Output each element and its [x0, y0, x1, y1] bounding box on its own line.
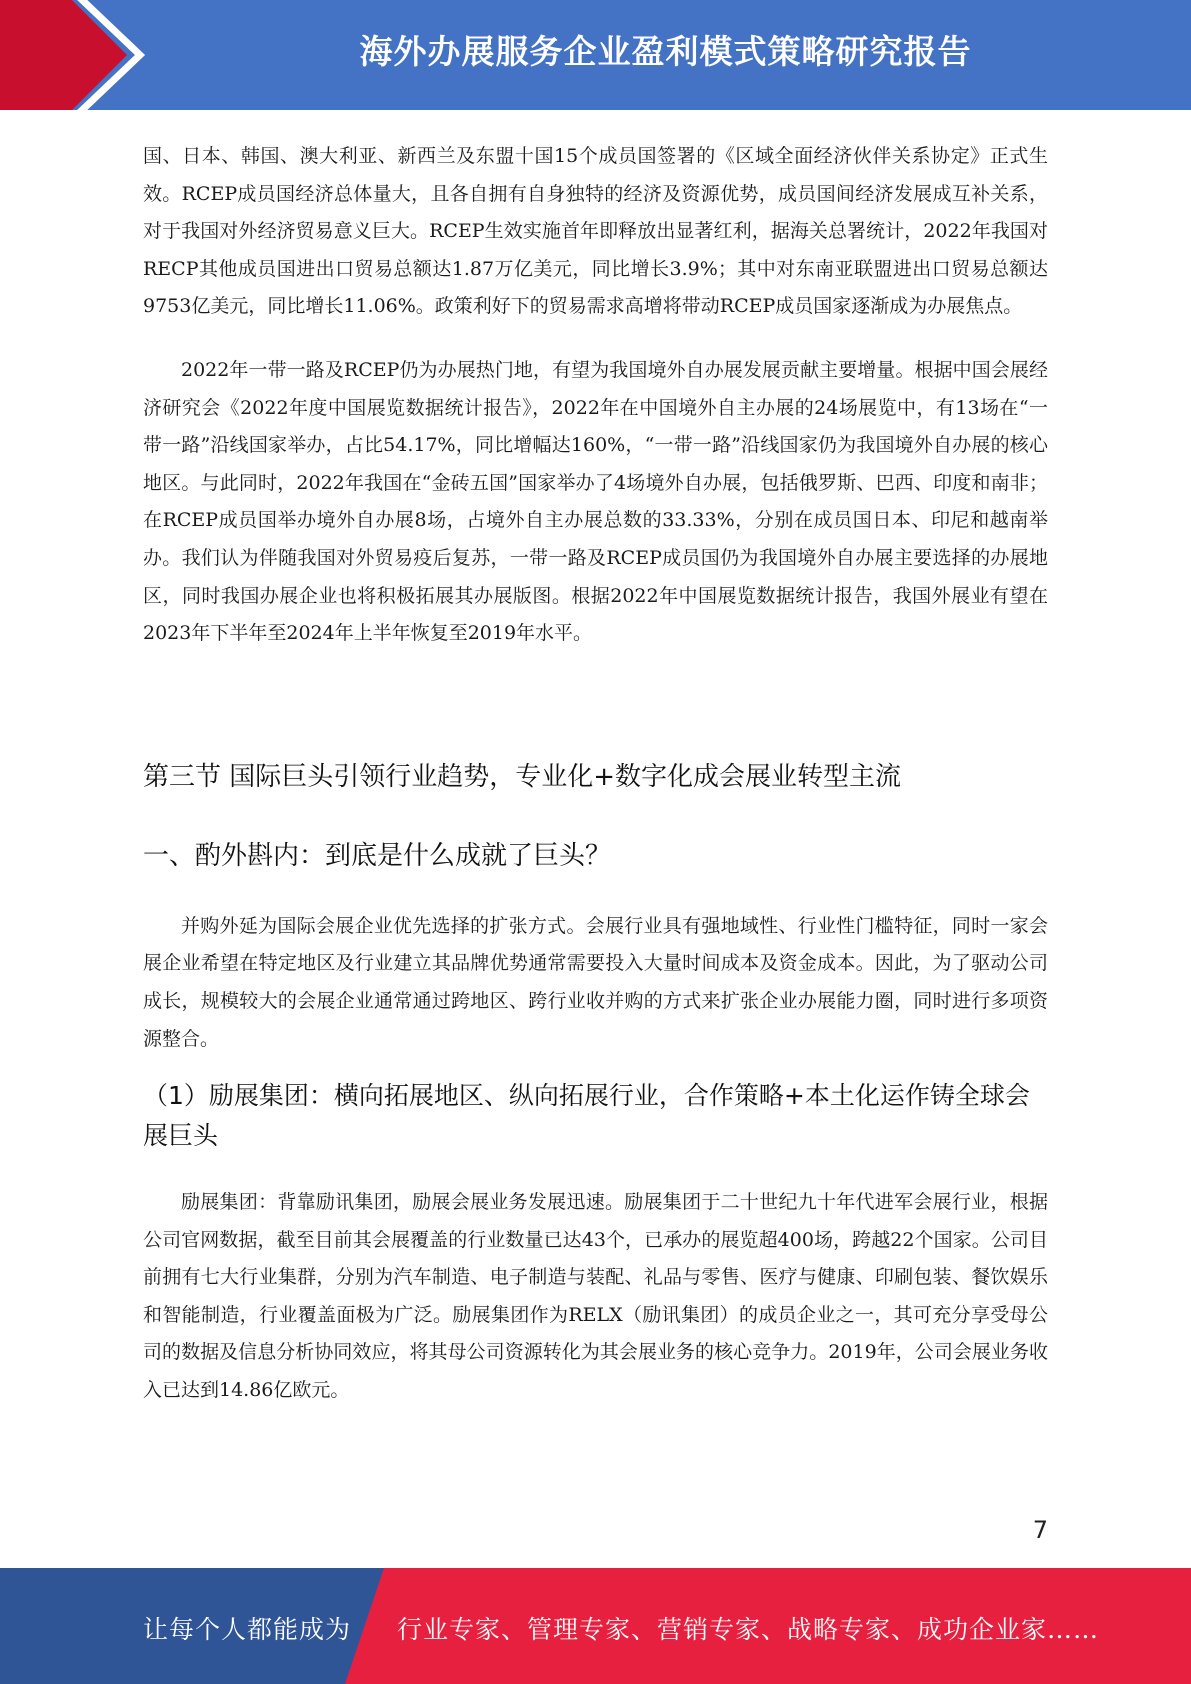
section-heading: 第三节 国际巨头引领行业趋势，专业化+数字化成会展业转型主流 [143, 761, 902, 792]
case-heading: （1）励展集团：横向拓展地区、纵向拓展行业，合作策略+本土化运作铸全球会展巨头 [143, 1081, 1030, 1151]
body-paragraph-3: 并购外延为国际会展企业优先选择的扩张方式。会展行业具有强地域性、行业性门槛特征，同时一家会展企业希望在特定地区及行业建立其品牌优势通常需要投入大量时间成本及资金成本。因此，为了驱动公司成长，规模较大的会展企业通常通过跨地区、跨行业收并购的方式来扩张企业办展能力圈，同时进行多项资源整合。 [143, 914, 1048, 1050]
body-paragraph-4: 励展集团：背靠励讯集团，励展会展业务发展迅速。励展集团于二十世纪九十年代进军会展行业，根据公司官网数据，截至目前其会展覆盖的行业数量已达43个，已承办的展览超400场，跨越22个国家。公司目前拥有七大行业集群，分别为汽车制造、电子制造与装配、礼品与零售、医疗与健康、印刷包装、餐饮娱乐和智能制造，行业覆盖面极为广泛。励展集团作为RELX（励讯集团）的成员企业之一，其可充分享受母公司的数据及信息分析协同效应，将其母公司资源转化为其会展业务的核心竞争力。2019年，公司会展业务收入已达到14.86亿欧元。 [143, 1191, 1048, 1402]
footer-slogan-left: 让每个人都能成为 [143, 1615, 352, 1644]
page-content [143, 138, 1048, 1410]
body-paragraph-1: 国、日本、韩国、澳大利亚、新西兰及东盟十国15个成员国签署的《区域全面经济伙伴关系协定》正式生效。RCEP成员国经济总体量大，且各自拥有自身独特的经济及资源优势，成员国间经济发展成互补关系，对于我国对外经济贸易意义巨大。RCEP生效实施首年即释放出显著红利，据海关总署统计，2022年我国对RECP其他成员国进出口贸易总额达1.87万亿美元，同比增长3.9%；其中对东南亚联盟进出口贸易总额达9753亿美元，同比增长11.06%。政策利好下的贸易需求高增将带动RCEP成员国家逐渐成为办展焦点。 [143, 145, 1048, 318]
page-number: 7 [1032, 1516, 1048, 1544]
header-banner [0, 0, 1191, 110]
subsection-heading: 一、酌外斟内：到底是什么成就了巨头？ [143, 840, 612, 871]
body-paragraph-2: 2022年一带一路及RCEP仍为办展热门地，有望为我国境外自办展发展贡献主要增量。根据中国会展经济研究会《2022年度中国展览数据统计报告》，2022年在中国境外自主办展的24场展览中，有13场在“一带一路”沿线国家举办，占比54.17%，同比增幅达160%，“一带一路”沿线国家仍为我国境外自办展的核心地区。与此同时，2022年我国在“金砖五国”国家举办了4场境外自办展，包括俄罗斯、巴西、印度和南非；在RCEP成员国举办境外自办展8场，占境外自主办展总数的33.33%，分别在成员国日本、印尼和越南举办。我们认为伴随我国对外贸易疫后复苏，一带一路及RCEP成员国仍为我国境外自办展主要选择的办展地区，同时我国办展企业也将积极拓展其办展版图。根据2022年中国展览数据统计报告，我国外展业有望在2023年下半年至2024年上半年恢复至2019年水平。 [143, 358, 1048, 645]
report-title: 海外办展服务企业盈利模式策略研究报告 [359, 32, 972, 71]
footer-banner [0, 1568, 1191, 1684]
footer-slogan-right: 行业专家、管理专家、营销专家、战略专家、成功企业家…… [397, 1615, 1100, 1644]
red-chevron-decoration [0, 0, 200, 110]
